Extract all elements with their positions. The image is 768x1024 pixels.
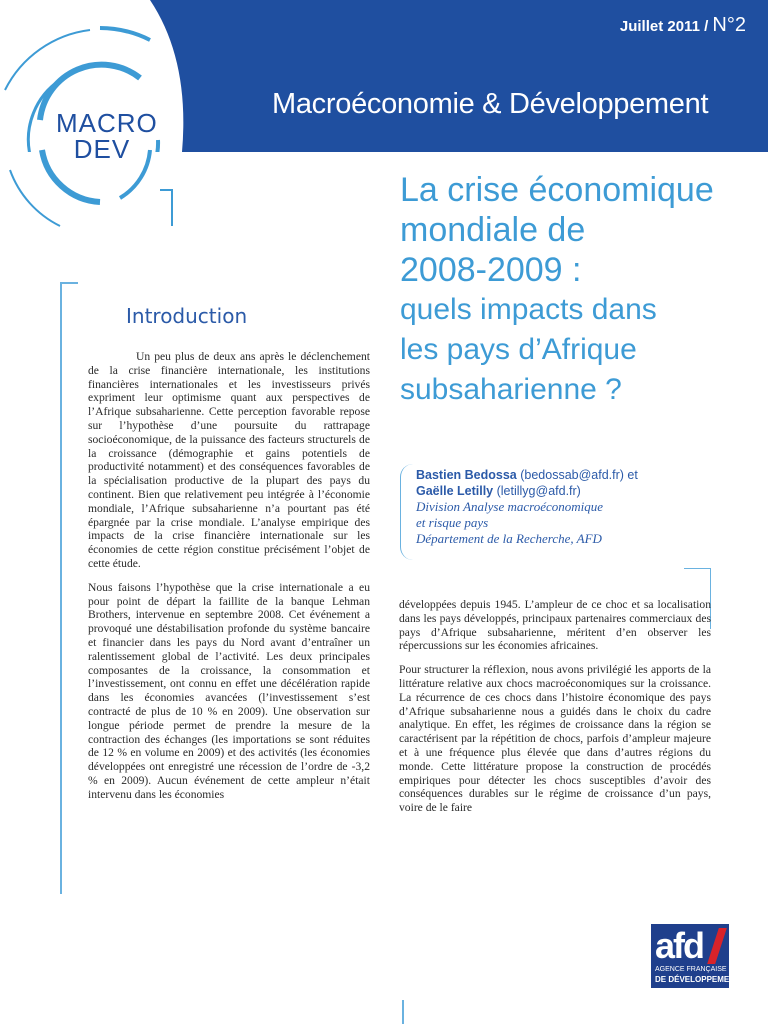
right-paragraph-1: développées depuis 1945. L’ampleur de ce choc et sa localisation dans les pays développés, principaux partenaires commerciaux des pays d’Afrique subsaharienne, méritent d’en observer les répercussions sur les économies africaines. [399,598,711,653]
author-bracket-decoration [400,464,413,560]
intro-bracket-decoration [60,282,78,894]
title-line-2: mondiale de [400,211,586,249]
subtitle-line-2: les pays d’Afrique [400,333,637,366]
intro-paragraph-2: Nous faisons l’hypothèse que la crise internationale a eu pour point de départ la faillite de la banque Lehman Brothers, intervenue en septembre 2008. Cet événement a provoqué une déstabilisation profonde du système bancaire et financier dans les pays du Nord avant d’entraîner un ralentissement global de l’activité. Les deux principales composantes de la croissance, la consommation et l’investissement, ont connu en effet une décélération rapide dans les économies avancées (l’investissement s’est contracté de plus de 10 % en 2009). Une observation sur longue période permet de prendre la mesure de la contraction des échanges (les importations se sont réduites de 12 % en volume en 2009) et des activités (les économies développées ont enregistré une récession de l’ordre de -3,2 % en 2009). Aucun événement de cette ampleur n’était intervenu dans les économies [88,580,370,801]
right-column [399,598,711,825]
title-line-1: La crise économique [400,171,714,209]
bottom-rule-decoration [402,1000,404,1024]
subtitle-line-3: subsaharienne ? [400,373,622,406]
intro-column [88,350,370,812]
logo-top-text: MACRO [56,108,158,138]
afd-logo-line-2: DE DÉVELOPPEMENT [655,975,740,984]
author-1-name: Bastien Bedossa [416,468,517,482]
main-title [400,170,760,410]
macrodev-logo [56,108,158,164]
title-line-3: 2008-2009 : [400,251,582,289]
author-block [416,467,716,547]
series-title: Macroéconomie & Développement [272,88,709,120]
right-paragraph-2: Pour structurer la réflexion, nous avons privilégié les apports de la littérature relative aux chocs macroéconomiques sur la croissance. La récurrence de ces chocs dans l’histoire économique des pays d’Afrique subsaharienne nous a guidés dans le choix du cadre analytique. En effet, les régimes de croissance dans la région se caractérisent par la répétition de chocs, parfois d’ampleur majeure et à une fréquence plus élevée que dans d’autres régions du monde. Cette littérature propose la construction de procédés empiriques pour détecter les chocs susceptibles d’avoir des conséquences durables sur le régime de croissance d’un pays, voire de le faire [399,663,711,815]
department: Département de la Recherche, AFD [416,531,602,546]
subtitle-line-1: quels impacts dans [400,293,657,326]
logo-bottom-text: DEV [73,134,131,164]
division-line-1: Division Analyse macroéconomique [416,499,604,514]
issue-number: N°2 [712,14,746,36]
date-text: Juillet 2011 / [619,18,709,35]
author-1-email[interactable]: (bedossab@afd.fr) et [520,468,638,482]
afd-logo-letters: afd [655,925,703,966]
afd-logo [651,924,740,988]
intro-paragraph-1: Un peu plus de deux ans après le déclenchement de la crise financière internationale, les institutions financières internationales et les investisseurs privés expriment leur optimisme quant aux perspectives de l’Afrique subsaharienne. Cette perception favorable repose sur l’hypothèse d’une poursuite du rattrapage socioéconomique, de la puissance des facteurs structurels de la croissance (démographie et gains potentiels de productivité notamment) et des conséquences favorables de la spécialisation productive de la plupart des pays du continent. Bien que relativement peu intégrée à l’économie mondiale, l’Afrique subsaharienne n’a pourtant pas été épargnée par la crise mondiale. L’analyse empirique des impacts de la crise financière internationale sur les économies de cette région constitue précisément l’objet de cette étude. [88,350,370,570]
author-2-email[interactable]: (letillyg@afd.fr) [496,484,581,498]
afd-logo-red-bar [707,928,727,964]
intro-heading: Introduction [126,304,248,328]
afd-logo-line-1: AGENCE FRANÇAISE [655,966,727,973]
division-line-2: et risque pays [416,515,489,530]
issue-date [620,14,746,37]
author-2-name: Gaëlle Letilly [416,484,494,498]
